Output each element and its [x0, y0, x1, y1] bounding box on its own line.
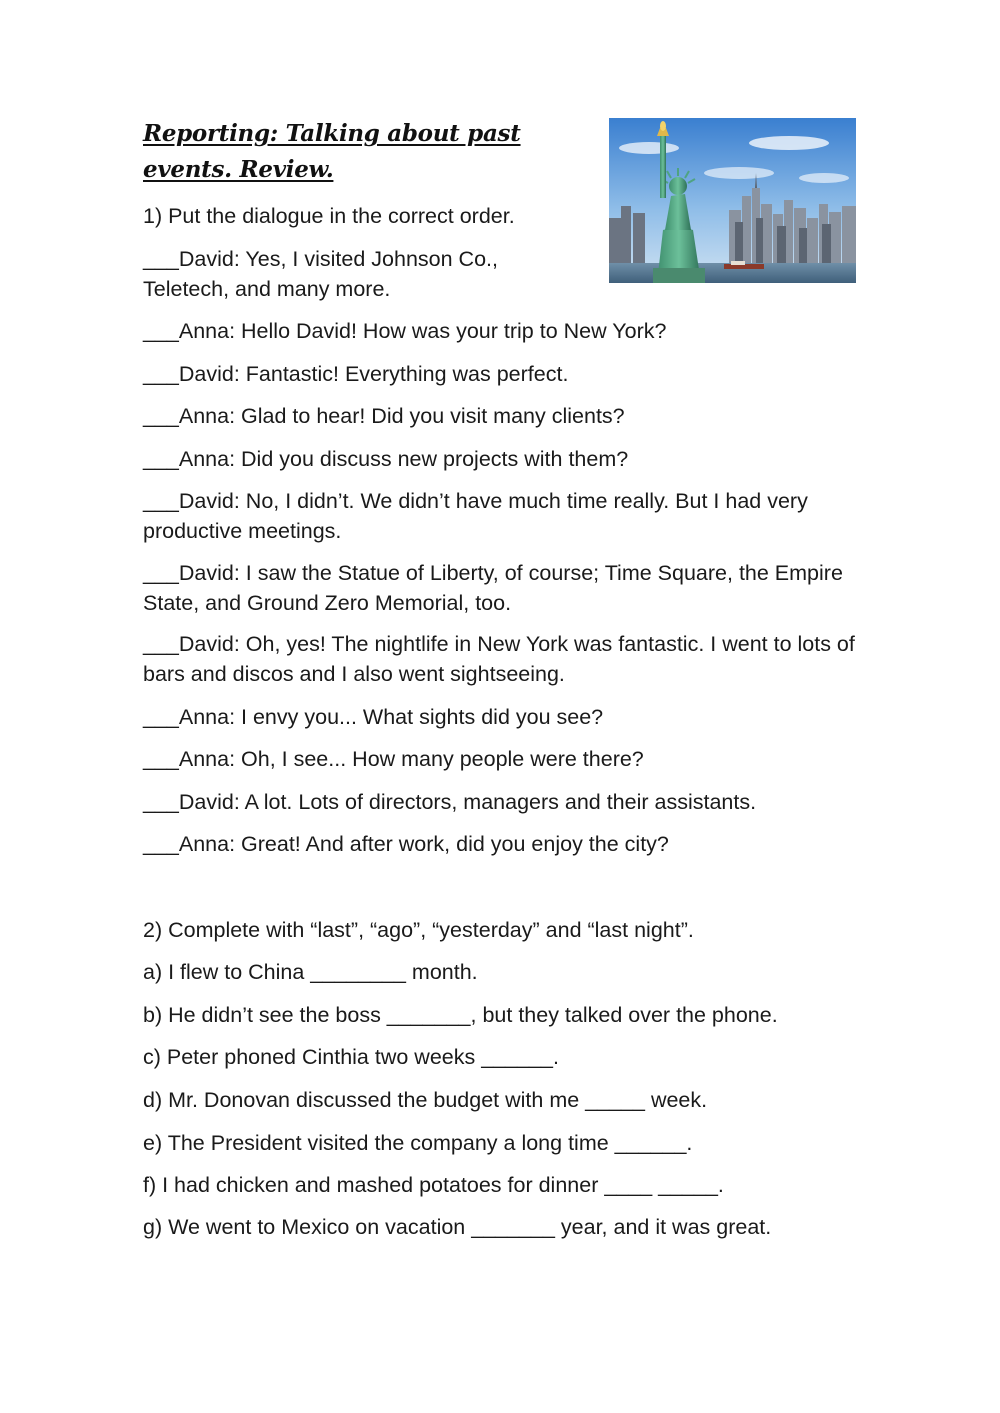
exercise-item: a) I flew to China ________ month.: [143, 960, 478, 984]
exercise-item: g) We went to Mexico on vacation _______ year, and it was great.: [143, 1215, 772, 1239]
exercise-item: d) Mr. Donovan discussed the budget with me _____ week.: [143, 1088, 708, 1112]
dialogue-item: ___David: Oh, yes! The nightlife in New York was fantastic. I went to lots of bars and discos and I also went sightseeing.: [143, 632, 855, 686]
exercise-item: c) Peter phoned Cinthia two weeks ______.: [143, 1045, 559, 1069]
worksheet-title: Reporting: Talking about past events. Review.: [143, 120, 521, 183]
dialogue-item: ___David: I saw the Statue of Liberty, of course; Time Square, the Empire State, and Ground Zero Memorial, too.: [143, 561, 843, 615]
section1-instruction: 1) Put the dialogue in the correct order.: [143, 204, 515, 228]
dialogue-item: ___David: Yes, I visited Johnson Co., Teletech, and many more.: [143, 247, 498, 301]
exercise-item: e) The President visited the company a long time ______.: [143, 1131, 693, 1155]
dialogue-item: ___David: A lot. Lots of directors, managers and their assistants.: [143, 790, 757, 814]
section2-instruction: 2) Complete with “last”, “ago”, “yesterday” and “last night”.: [143, 918, 694, 942]
dialogue-item: ___Anna: Did you discuss new projects with them?: [143, 447, 629, 471]
dialogue-item: ___Anna: Hello David! How was your trip to New York?: [143, 319, 667, 343]
dialogue-item: ___David: Fantastic! Everything was perfect.: [143, 362, 569, 386]
statue-of-liberty-photo: [609, 118, 856, 283]
exercise-item: b) He didn’t see the boss _______, but they talked over the phone.: [143, 1003, 778, 1027]
dialogue-item: ___Anna: Glad to hear! Did you visit many clients?: [143, 404, 625, 428]
dialogue-item: ___David: No, I didn’t. We didn’t have much time really. But I had very productive meetings.: [143, 489, 808, 543]
dialogue-item: ___Anna: Oh, I see... How many people were there?: [143, 747, 644, 771]
exercise-item: f) I had chicken and mashed potatoes for dinner ____ _____.: [143, 1173, 724, 1197]
dialogue-item: ___Anna: Great! And after work, did you enjoy the city?: [143, 832, 669, 856]
dialogue-item: ___Anna: I envy you... What sights did you see?: [143, 705, 604, 729]
